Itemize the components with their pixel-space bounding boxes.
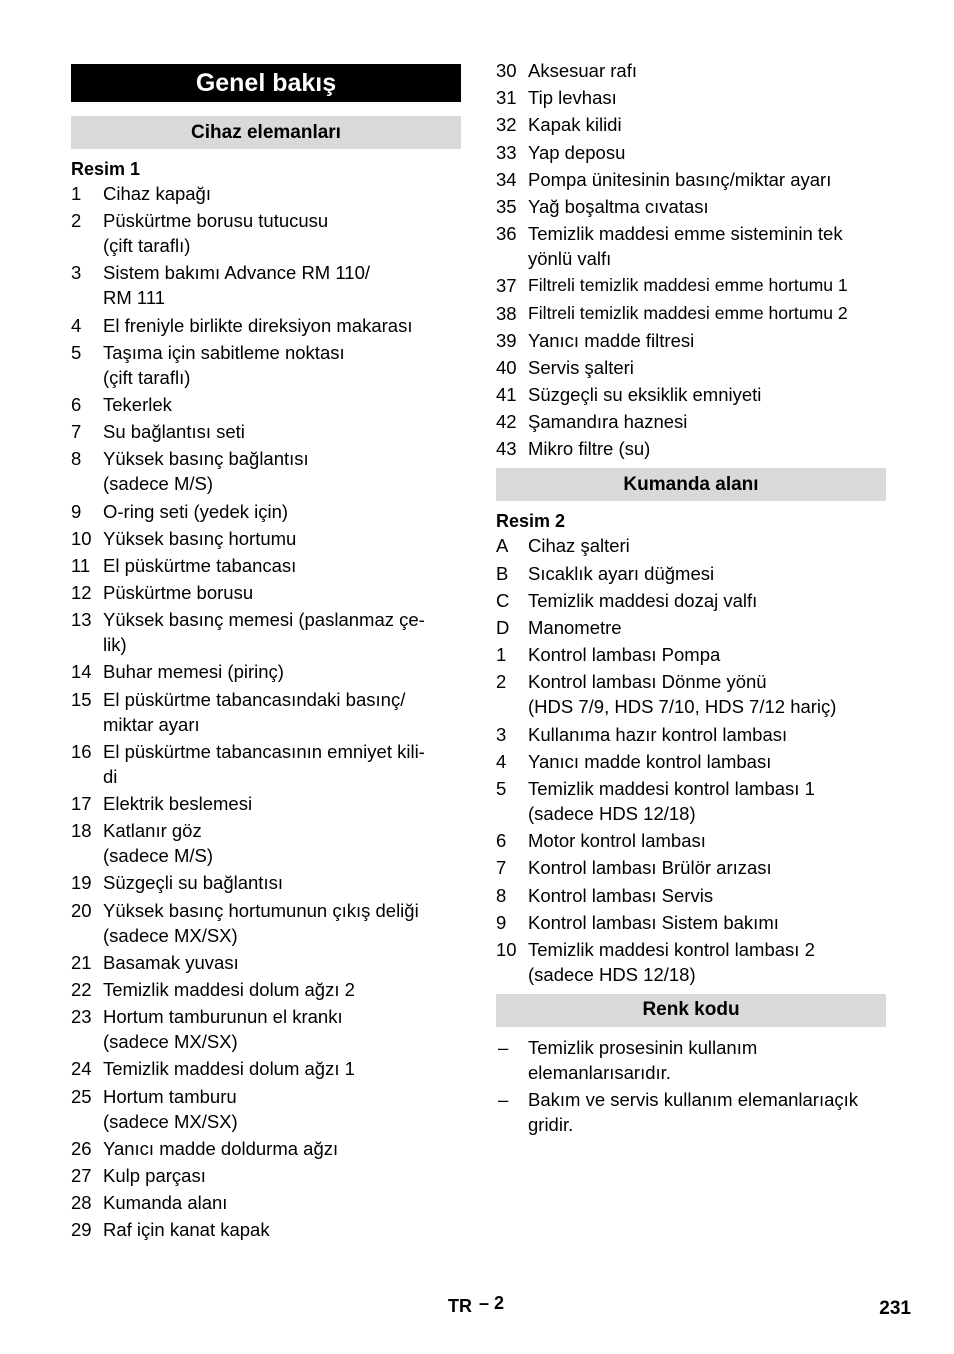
item-text bbox=[103, 870, 461, 895]
item-text-line: Yüksek basınç hortumu bbox=[103, 527, 297, 549]
item-text-line: (sadece M/S) bbox=[103, 845, 214, 867]
item-text-line: Kulp parçası bbox=[103, 1164, 206, 1186]
list-item bbox=[496, 328, 886, 353]
item-text-line: açık gridir. bbox=[528, 1089, 859, 1136]
list-item bbox=[496, 722, 886, 747]
list-item bbox=[496, 1087, 886, 1137]
item-number: 31 bbox=[496, 87, 517, 109]
item-text bbox=[528, 937, 886, 987]
item-text bbox=[103, 950, 461, 975]
item-text bbox=[103, 659, 461, 684]
list-item bbox=[71, 419, 461, 444]
item-text-line: Cihaz kapağı bbox=[103, 183, 211, 204]
item-text-line: El freniyle birlikte direksiyon makarası bbox=[103, 314, 413, 336]
item-text bbox=[103, 526, 461, 551]
list-item bbox=[71, 870, 461, 895]
list-item bbox=[496, 937, 886, 987]
list-item bbox=[496, 58, 886, 83]
list-item bbox=[71, 526, 461, 551]
list-item bbox=[71, 499, 461, 524]
item-text bbox=[528, 194, 886, 219]
item-number: 1 bbox=[71, 183, 82, 204]
item-text-line: O-ring seti (yedek için) bbox=[103, 500, 289, 522]
item-text-line: Motor kontrol lambası bbox=[528, 830, 706, 852]
item-text-line: El püskürtme tabancasındaki basınç/ bbox=[103, 688, 406, 710]
item-text-line: Filtreli temizlik maddesi emme hortumu 2 bbox=[528, 302, 848, 323]
item-text-line: (HDS 7/9, HDS 7/10, HDS 7/12 hariç) bbox=[528, 696, 837, 718]
item-number: 6 bbox=[71, 393, 82, 415]
item-number: 43 bbox=[496, 438, 517, 460]
item-number: B bbox=[496, 562, 509, 584]
item-text bbox=[103, 392, 461, 417]
list-item bbox=[71, 791, 461, 816]
item-number: 20 bbox=[71, 899, 92, 921]
item-number: 16 bbox=[71, 740, 92, 762]
item-number: 2 bbox=[71, 210, 82, 232]
list-item bbox=[71, 950, 461, 975]
item-number: A bbox=[496, 535, 509, 557]
item-number: 32 bbox=[496, 114, 517, 136]
item-text-line: Kumanda alanı bbox=[103, 1192, 228, 1214]
item-text-line: Püskürtme borusu tutucusu bbox=[103, 210, 329, 232]
item-text-line: Kontrol lambası Dönme yönü bbox=[528, 671, 767, 693]
item-text-line: (sadece HDS 12/18) bbox=[528, 802, 696, 824]
item-text bbox=[528, 1035, 886, 1085]
item-text bbox=[528, 722, 886, 747]
item-number: 26 bbox=[71, 1137, 92, 1159]
item-number: 42 bbox=[496, 411, 517, 433]
item-text bbox=[103, 260, 461, 310]
item-text bbox=[103, 1217, 461, 1242]
item-number: 18 bbox=[71, 820, 92, 842]
list-item bbox=[71, 1056, 461, 1081]
item-text bbox=[103, 607, 461, 657]
item-number: 5 bbox=[71, 341, 82, 363]
list-item bbox=[71, 260, 461, 310]
component-list-right bbox=[496, 58, 886, 461]
item-text bbox=[103, 1056, 461, 1081]
item-text-line: (sadece MX/SX) bbox=[103, 1031, 238, 1053]
list-item bbox=[496, 112, 886, 137]
item-text bbox=[528, 328, 886, 353]
item-number: 8 bbox=[71, 448, 82, 470]
item-text-line: Yüksek basınç bağlantısı bbox=[103, 448, 309, 470]
item-text-line: di bbox=[103, 765, 118, 787]
item-text-line: Yanıcı madde doldurma ağzı bbox=[103, 1137, 339, 1159]
item-text bbox=[528, 221, 886, 271]
list-item bbox=[496, 409, 886, 434]
item-text-line: Tip levhası bbox=[528, 87, 617, 109]
left-column bbox=[71, 58, 461, 1244]
item-text-line: Yap deposu bbox=[528, 141, 626, 163]
item-text-line: Mikro filtre (su) bbox=[528, 438, 651, 460]
item-text-line: Süzgeçli su eksiklik emniyeti bbox=[528, 384, 762, 406]
list-item bbox=[71, 1163, 461, 1188]
item-text-line: Temizlik maddesi kontrol lambası 2 bbox=[528, 938, 815, 960]
item-text-line: Basamak yuvası bbox=[103, 951, 239, 973]
item-text bbox=[528, 436, 886, 461]
list-item bbox=[71, 1084, 461, 1134]
item-number: 30 bbox=[496, 60, 517, 81]
list-item bbox=[496, 436, 886, 461]
item-number: 24 bbox=[71, 1058, 92, 1080]
item-text-line: (sadece HDS 12/18) bbox=[528, 963, 696, 985]
item-text-line: Pompa ünitesinin basınç/miktar ayarı bbox=[528, 168, 832, 190]
item-text-line: (sadece MX/SX) bbox=[103, 1110, 238, 1132]
list-item bbox=[71, 446, 461, 496]
item-number: 39 bbox=[496, 329, 517, 351]
item-text-line: miktar ayarı bbox=[103, 713, 200, 735]
item-number: 14 bbox=[71, 661, 92, 683]
item-number: 2 bbox=[496, 671, 507, 693]
item-text-line: (çift taraflı) bbox=[103, 235, 191, 257]
item-text bbox=[528, 776, 886, 826]
item-text-line: Temizlik maddesi dolum ağzı 2 bbox=[103, 978, 355, 1000]
item-number: 9 bbox=[71, 500, 82, 522]
item-number: 10 bbox=[71, 527, 92, 549]
item-text bbox=[528, 828, 886, 853]
item-text bbox=[103, 580, 461, 605]
list-item bbox=[496, 561, 886, 586]
list-item bbox=[71, 181, 461, 206]
item-number: 9 bbox=[496, 911, 507, 933]
item-text-line: (sadece MX/SX) bbox=[103, 924, 238, 946]
item-number: – bbox=[498, 1036, 509, 1058]
item-number: 19 bbox=[71, 872, 92, 894]
item-text-line: lik) bbox=[103, 634, 127, 656]
footer-page-number: 231 bbox=[879, 1298, 911, 1319]
item-number: 4 bbox=[71, 314, 82, 336]
item-text-line: Yüksek basınç hortumunun çıkış deliği bbox=[103, 899, 419, 921]
item-text bbox=[528, 642, 886, 667]
item-number: 22 bbox=[71, 978, 92, 1000]
list-item bbox=[496, 140, 886, 165]
item-text bbox=[528, 58, 886, 83]
list-item bbox=[71, 898, 461, 948]
item-text-line: Raf için kanat kapak bbox=[103, 1219, 270, 1241]
item-text bbox=[528, 561, 886, 586]
item-number: 12 bbox=[71, 582, 92, 604]
item-text bbox=[528, 533, 886, 558]
item-text-line: Temizlik prosesinin kullanım elemanları bbox=[528, 1036, 758, 1083]
footer-lang-code: TR bbox=[448, 1296, 472, 1316]
section-heading-kumanda: Kumanda alanı bbox=[496, 468, 886, 501]
item-text bbox=[103, 553, 461, 578]
page-title: Genel bakış bbox=[71, 64, 461, 102]
item-number: 7 bbox=[496, 857, 507, 879]
item-text-line: Filtreli temizlik maddesi emme hortumu 1 bbox=[528, 275, 848, 296]
list-item bbox=[496, 355, 886, 380]
footer-page-code: – 2 bbox=[479, 1293, 505, 1313]
list-item bbox=[71, 313, 461, 338]
item-number: 15 bbox=[71, 688, 92, 710]
list-item bbox=[496, 1035, 886, 1085]
list-item bbox=[71, 977, 461, 1002]
item-text-line: Kontrol lambası Pompa bbox=[528, 644, 721, 666]
item-text-line: Yüksek basınç memesi (paslanmaz çe- bbox=[103, 609, 425, 631]
figure-reference-2: Resim 2 bbox=[496, 511, 566, 532]
item-text-line: El püskürtme tabancasının emniyet kili- bbox=[103, 740, 425, 762]
item-text-line: Yanıcı madde kontrol lambası bbox=[528, 750, 772, 772]
list-item bbox=[71, 340, 461, 390]
item-text bbox=[103, 739, 461, 789]
item-text bbox=[103, 687, 461, 737]
item-text-line: RM 111 bbox=[103, 287, 166, 309]
item-text bbox=[103, 1190, 461, 1215]
item-number: 41 bbox=[496, 384, 517, 406]
item-text-line: Temizlik maddesi dozaj valfı bbox=[528, 589, 758, 611]
item-number: 23 bbox=[71, 1006, 92, 1028]
item-text-line: Sıcaklık ayarı düğmesi bbox=[528, 562, 715, 584]
item-text-line: Kontrol lambası Servis bbox=[528, 884, 714, 906]
item-text bbox=[528, 409, 886, 434]
item-text-line: Bakım ve servis kullanım elemanları bbox=[528, 1089, 825, 1111]
list-item bbox=[496, 855, 886, 880]
item-text bbox=[528, 855, 886, 880]
list-item bbox=[71, 687, 461, 737]
item-text-line: Elektrik beslemesi bbox=[103, 793, 253, 814]
item-text bbox=[103, 1084, 461, 1134]
list-item bbox=[71, 392, 461, 417]
item-number: 28 bbox=[71, 1192, 92, 1214]
list-item bbox=[71, 580, 461, 605]
item-text bbox=[528, 85, 886, 110]
list-item bbox=[496, 883, 886, 908]
item-text bbox=[528, 301, 886, 326]
item-text bbox=[528, 273, 886, 298]
section-heading-renk: Renk kodu bbox=[496, 994, 886, 1027]
item-text-line: Hortum tamburunun el krankı bbox=[103, 1006, 343, 1028]
list-item bbox=[496, 167, 886, 192]
item-text-line: Buhar memesi (pirinç) bbox=[103, 661, 284, 683]
item-text-line: Sistem bakımı Advance RM 110/ bbox=[103, 262, 370, 284]
item-text-line: Temizlik maddesi kontrol lambası 1 bbox=[528, 777, 815, 799]
item-number: 34 bbox=[496, 168, 517, 190]
item-number: 6 bbox=[496, 830, 507, 852]
item-text bbox=[528, 669, 886, 719]
item-number: 4 bbox=[496, 750, 507, 772]
list-item bbox=[496, 221, 886, 271]
item-text bbox=[528, 749, 886, 774]
item-number: 13 bbox=[71, 609, 92, 631]
item-text bbox=[103, 181, 461, 206]
item-number: 37 bbox=[496, 275, 517, 297]
item-number: 3 bbox=[71, 262, 82, 284]
item-text bbox=[103, 446, 461, 496]
item-number: 17 bbox=[71, 793, 92, 814]
item-text bbox=[528, 112, 886, 137]
color-code-list bbox=[496, 1035, 886, 1138]
list-item bbox=[71, 607, 461, 657]
item-text bbox=[528, 382, 886, 407]
item-number: 5 bbox=[496, 777, 507, 799]
list-item bbox=[71, 1004, 461, 1054]
right-column bbox=[496, 58, 886, 1140]
list-item bbox=[71, 1190, 461, 1215]
item-text-line: Taşıma için sabitleme noktası bbox=[103, 341, 345, 363]
item-text-line: Temizlik maddesi emme sisteminin tek bbox=[528, 223, 843, 245]
item-text-line: Katlanır göz bbox=[103, 820, 202, 842]
list-item bbox=[71, 208, 461, 258]
item-number: 29 bbox=[71, 1219, 92, 1241]
item-text-line: Kapak kilidi bbox=[528, 114, 622, 136]
item-text-line: Servis şalteri bbox=[528, 356, 634, 378]
item-number: 36 bbox=[496, 223, 517, 245]
item-number: 8 bbox=[496, 884, 507, 906]
item-text-line: Kontrol lambası Sistem bakımı bbox=[528, 911, 779, 933]
item-text bbox=[103, 1163, 461, 1188]
item-text-line: Süzgeçli su bağlantısı bbox=[103, 872, 283, 894]
item-text bbox=[103, 313, 461, 338]
item-text bbox=[528, 910, 886, 935]
list-item bbox=[496, 615, 886, 640]
item-text bbox=[103, 818, 461, 868]
item-text bbox=[528, 883, 886, 908]
list-item bbox=[71, 1136, 461, 1161]
item-text bbox=[103, 208, 461, 258]
item-text bbox=[528, 167, 886, 192]
item-text bbox=[103, 419, 461, 444]
item-text bbox=[103, 340, 461, 390]
list-item bbox=[496, 533, 886, 558]
list-item bbox=[496, 273, 886, 298]
item-number: 21 bbox=[71, 951, 92, 973]
item-text bbox=[528, 615, 886, 640]
item-text bbox=[103, 791, 461, 816]
item-number: 3 bbox=[496, 723, 507, 745]
item-text-line: sarıdır. bbox=[614, 1061, 671, 1083]
component-list-left bbox=[71, 181, 461, 1242]
figure-reference-1: Resim 1 bbox=[71, 159, 141, 179]
item-text-line: Püskürtme borusu bbox=[103, 582, 254, 604]
item-number: 25 bbox=[71, 1085, 92, 1107]
item-text bbox=[528, 355, 886, 380]
item-text bbox=[103, 977, 461, 1002]
item-text bbox=[103, 898, 461, 948]
list-item bbox=[496, 776, 886, 826]
item-number: 27 bbox=[71, 1164, 92, 1186]
list-item bbox=[496, 85, 886, 110]
list-item bbox=[496, 382, 886, 407]
list-item bbox=[496, 301, 886, 326]
item-text-line: Yağ boşaltma cıvatası bbox=[528, 195, 709, 217]
item-number: 10 bbox=[496, 938, 517, 960]
item-number: 38 bbox=[496, 302, 517, 324]
item-text-line: Manometre bbox=[528, 617, 622, 638]
list-item bbox=[71, 1217, 461, 1242]
list-item bbox=[496, 828, 886, 853]
item-number: 40 bbox=[496, 356, 517, 378]
list-item bbox=[71, 659, 461, 684]
list-item bbox=[71, 818, 461, 868]
item-text bbox=[103, 499, 461, 524]
list-item bbox=[496, 194, 886, 219]
item-text-line: Şamandıra haznesi bbox=[528, 411, 688, 433]
item-text-line: Cihaz şalteri bbox=[528, 535, 630, 557]
section-heading-cihaz: Cihaz elemanları bbox=[71, 116, 461, 149]
item-text bbox=[528, 1087, 886, 1137]
item-text-line: Kullanıma hazır kontrol lambası bbox=[528, 723, 788, 745]
item-text bbox=[528, 588, 886, 613]
item-text-line: Tekerlek bbox=[103, 393, 172, 415]
item-text-line: Temizlik maddesi dolum ağzı 1 bbox=[103, 1058, 355, 1080]
item-number: 11 bbox=[71, 554, 91, 576]
item-text-line: (sadece M/S) bbox=[103, 473, 214, 495]
list-item bbox=[496, 910, 886, 935]
list-item bbox=[71, 739, 461, 789]
item-text-line: (çift taraflı) bbox=[103, 366, 191, 388]
list-item bbox=[496, 669, 886, 719]
list-item bbox=[71, 553, 461, 578]
item-number: C bbox=[496, 589, 510, 611]
item-text-line: Hortum tamburu bbox=[103, 1085, 237, 1107]
item-number: 33 bbox=[496, 141, 517, 163]
control-panel-list bbox=[496, 533, 886, 986]
item-number: 1 bbox=[496, 644, 507, 666]
list-item bbox=[496, 588, 886, 613]
item-number: 35 bbox=[496, 195, 517, 217]
item-text-line: Aksesuar rafı bbox=[528, 60, 637, 81]
item-text-line: Su bağlantısı seti bbox=[103, 421, 245, 443]
item-text bbox=[103, 1136, 461, 1161]
item-text bbox=[103, 1004, 461, 1054]
item-text-line: yönlü valfı bbox=[528, 248, 612, 270]
item-number: 7 bbox=[71, 421, 82, 443]
footer-language bbox=[448, 1293, 505, 1317]
list-item bbox=[496, 749, 886, 774]
list-item bbox=[496, 642, 886, 667]
item-text-line: Yanıcı madde filtresi bbox=[528, 329, 695, 351]
item-text bbox=[528, 140, 886, 165]
item-number: D bbox=[496, 617, 510, 638]
item-number: – bbox=[498, 1089, 509, 1111]
item-text-line: Kontrol lambası Brülör arızası bbox=[528, 857, 772, 879]
item-text-line: El püskürtme tabancası bbox=[103, 554, 297, 576]
